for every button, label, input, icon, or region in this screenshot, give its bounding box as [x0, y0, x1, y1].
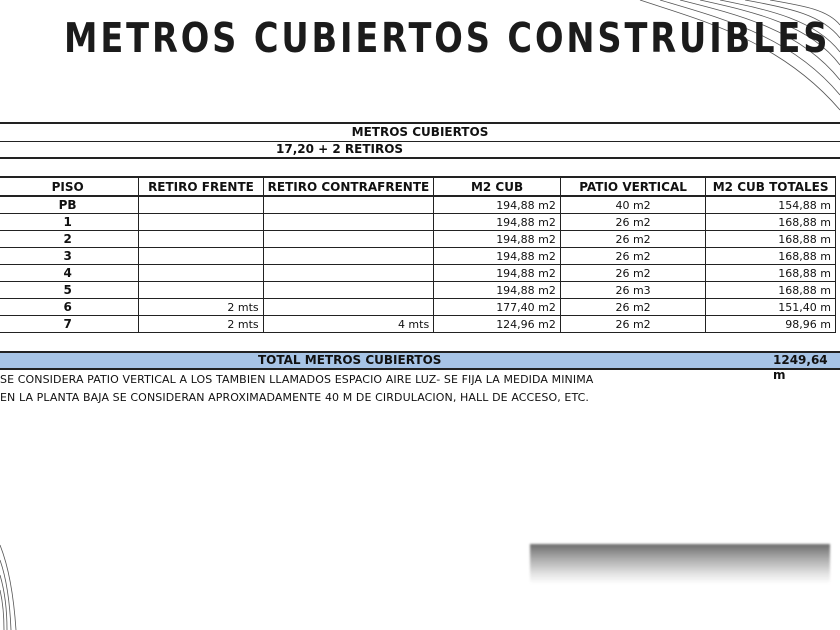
table-row: [0, 214, 836, 231]
cell-patio-vertical: 26 m2: [560, 214, 705, 231]
cell-piso: 7: [0, 316, 139, 333]
note-patio-vertical: SE CONSIDERA PATIO VERTICAL A LOS TAMBIEN LLAMADOS ESPACIO AIRE LUZ- SE FIJA LA MEDIDA MINIMA: [0, 373, 594, 386]
cell-m2-totales: 151,40 m: [706, 299, 836, 316]
cell-piso: 1: [0, 214, 139, 231]
cell-patio-vertical: 26 m3: [560, 282, 705, 299]
cell-retiro-contrafrente: [263, 282, 434, 299]
cell-retiro-frente: [139, 196, 263, 214]
cell-m2-totales: 168,88 m: [706, 282, 836, 299]
cell-m2-totales: 168,88 m: [706, 231, 836, 248]
total-label: TOTAL METROS CUBIERTOS: [258, 353, 442, 367]
cell-retiro-frente: 2 mts: [139, 316, 263, 333]
cell-retiro-contrafrente: 4 mts: [263, 316, 434, 333]
cell-piso: 6: [0, 299, 139, 316]
note-planta-baja: EN LA PLANTA BAJA SE CONSIDERAN APROXIMADAMENTE 40 M DE CIRDULACION, HALL DE ACCESO, ETC.: [0, 391, 590, 404]
cell-patio-vertical: 26 m2: [560, 299, 705, 316]
header-m2-cub: M2 CUB: [434, 177, 561, 196]
cell-patio-vertical: 26 m2: [560, 316, 705, 333]
cell-patio-vertical: 40 m2: [560, 196, 705, 214]
header-retiro-contrafrente: RETIRO CONTRAFRENTE: [263, 177, 434, 196]
cell-m2-totales: 154,88 m: [706, 196, 836, 214]
cell-retiro-contrafrente: [263, 214, 434, 231]
cell-m2-cub: 194,88 m2: [434, 196, 561, 214]
cell-retiro-frente: 2 mts: [139, 299, 263, 316]
cell-m2-cub: 124,96 m2: [434, 316, 561, 333]
cell-m2-totales: 168,88 m: [706, 214, 836, 231]
cell-piso: 4: [0, 265, 139, 282]
table-row: [0, 282, 836, 299]
header-row: [0, 177, 836, 196]
cell-retiro-frente: [139, 282, 263, 299]
cell-retiro-frente: [139, 214, 263, 231]
cell-retiro-frente: [139, 265, 263, 282]
header-m2-cub-totales: M2 CUB TOTALES: [706, 177, 836, 196]
header-patio-vertical: PATIO VERTICAL: [560, 177, 705, 196]
table-row: [0, 265, 836, 282]
table-row: [0, 231, 836, 248]
table-row: [0, 248, 836, 265]
cell-retiro-frente: [139, 248, 263, 265]
cell-retiro-contrafrente: [263, 265, 434, 282]
cell-patio-vertical: 26 m2: [560, 231, 705, 248]
table-row: [0, 316, 836, 333]
cell-m2-totales: 98,96 m: [706, 316, 836, 333]
table-row: [0, 196, 836, 214]
cell-m2-cub: 194,88 m2: [434, 265, 561, 282]
cell-retiro-contrafrente: [263, 299, 434, 316]
cell-m2-cub: 194,88 m2: [434, 282, 561, 299]
header-piso: PISO: [0, 177, 139, 196]
cell-m2-cub: 177,40 m2: [434, 299, 561, 316]
table-subtitle: 17,20 + 2 RETIROS: [276, 142, 404, 156]
cell-piso: 3: [0, 248, 139, 265]
cell-patio-vertical: 26 m2: [560, 265, 705, 282]
cell-patio-vertical: 26 m2: [560, 248, 705, 265]
decorative-shadow-bar: [530, 544, 830, 584]
cell-piso: 2: [0, 231, 139, 248]
cell-m2-totales: 168,88 m: [706, 248, 836, 265]
table-title: METROS CUBIERTOS: [0, 122, 840, 142]
table-subtitle-bar: [0, 141, 840, 159]
cell-retiro-frente: [139, 231, 263, 248]
cell-retiro-contrafrente: [263, 196, 434, 214]
total-value: 1249,64 m: [773, 353, 828, 382]
cell-piso: PB: [0, 196, 139, 214]
cell-m2-cub: 194,88 m2: [434, 248, 561, 265]
cell-m2-cub: 194,88 m2: [434, 214, 561, 231]
header-retiro-frente: RETIRO FRENTE: [139, 177, 263, 196]
metros-table: [0, 176, 836, 333]
cell-retiro-contrafrente: [263, 248, 434, 265]
cell-m2-cub: 194,88 m2: [434, 231, 561, 248]
cell-m2-totales: 168,88 m: [706, 265, 836, 282]
page-title: METROS CUBIERTOS CONSTRUIBLES: [64, 14, 831, 62]
cell-retiro-contrafrente: [263, 231, 434, 248]
table-row: [0, 299, 836, 316]
cell-piso: 5: [0, 282, 139, 299]
